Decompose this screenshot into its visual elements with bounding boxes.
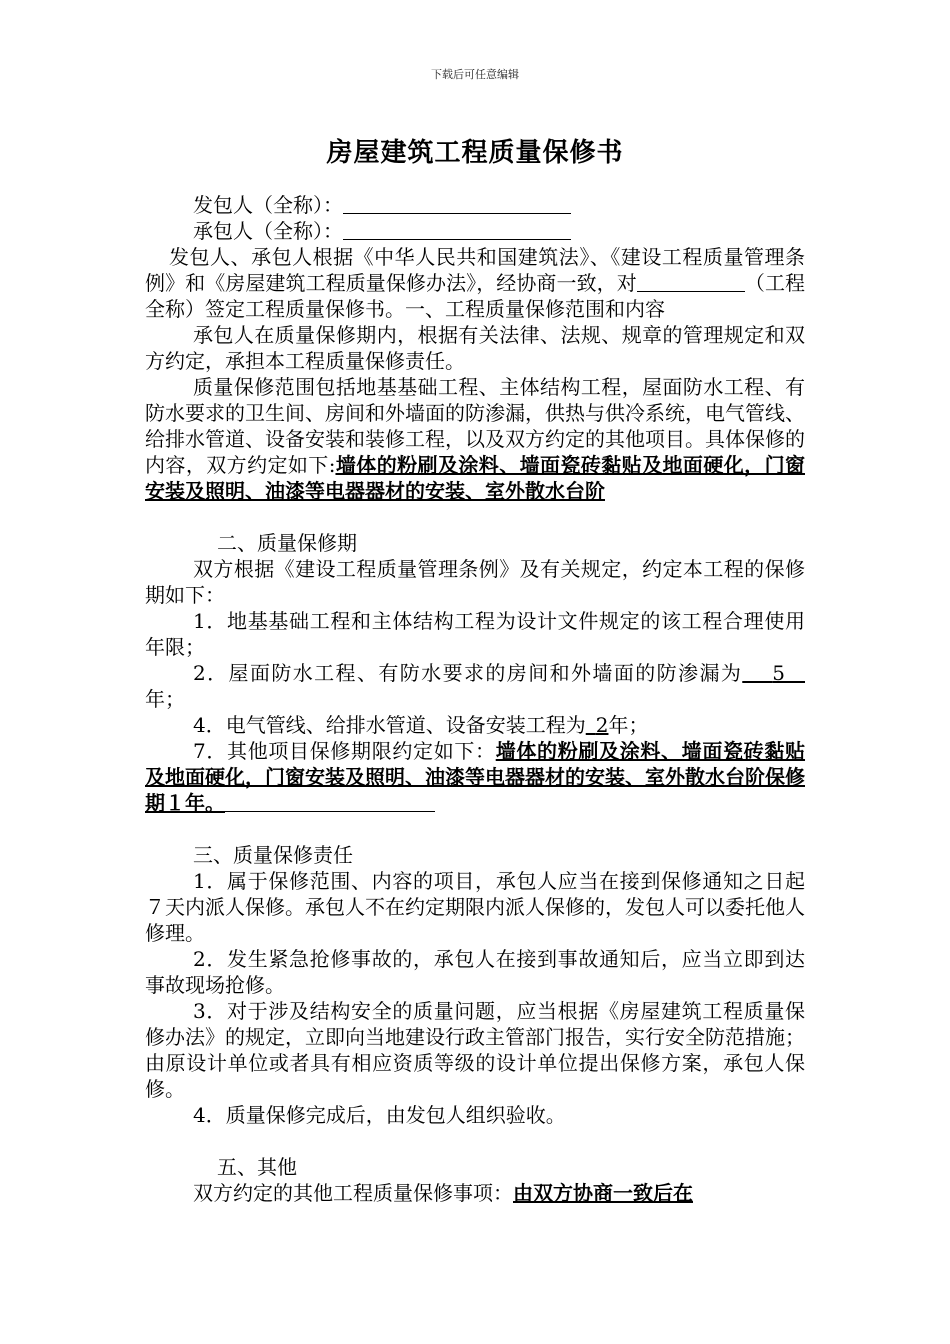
intro-part2: （工程全称）签定工程质量保修书。一、工程质量保修范围和内容 <box>145 271 806 321</box>
section5-heading: 五、其他 <box>217 1155 297 1179</box>
warranty-item-4-text: 4．电气管线、给排水管道、设备安装工程为 <box>193 713 586 737</box>
employer-label: 发包人（全称）： <box>193 193 343 217</box>
warranty-item-4-value <box>586 713 609 737</box>
scope-text: 质量保修范围包括地基基础工程、主体结构工程，屋面防水工程、有防水要求的卫生间、房间和外墙面的防渗漏，供热与供冷系统，电气管线、给排水管道、设备安装和装修工程，以及双方约定的其他项目。具体保修的内容，双方约定如下: <box>145 375 805 477</box>
section1-paragraph2 <box>145 374 805 504</box>
waterproof-years: 5 <box>772 661 785 685</box>
document-body <box>145 192 805 1206</box>
warranty-item-7-blank <box>225 791 435 812</box>
section5-paragraph <box>145 1180 805 1206</box>
warranty-item-2 <box>145 660 805 712</box>
electrical-years: 2 <box>595 713 609 737</box>
warranty-item-2-text: 2．屋面防水工程、有防水要求的房间和外墙面的防渗漏为 <box>193 661 743 685</box>
scope-agreed-items: 墙体的粉刷及涂料、墙面瓷砖黏贴及地面硬化，门窗安装及照明、油漆等电器器材的安装、室外散水台阶 <box>145 453 805 503</box>
section5-text: 双方约定的其他工程质量保修事项： <box>193 1181 513 1205</box>
employer-line <box>145 192 805 218</box>
warranty-item-7-bold: 墙体的粉刷及涂料、墙面瓷砖黏贴及地面硬化，门窗安装及照明、油漆等电器器材的安装、室外散水台阶保修期１年。 <box>145 739 806 815</box>
spacer <box>145 816 805 842</box>
header-note: 下载后可任意编辑 <box>431 68 519 81</box>
intro-part1: 发包人、承包人根据《中华人民共和国建筑法》、《建设工程质量管理条例》和《房屋建筑工程质量保修办法》，经协商一致，对 <box>145 245 805 295</box>
section5-bold: 由双方协商一致后在 <box>513 1181 693 1205</box>
warranty-item-4 <box>145 712 805 738</box>
warranty-item-7 <box>145 738 805 816</box>
warranty-item-2-value <box>742 661 805 685</box>
spacer <box>145 1128 805 1154</box>
employer-blank <box>343 193 571 214</box>
responsibility-item-1: 1．属于保修范围、内容的项目，承包人应当在接到保修通知之日起７天内派人保修。承包人不在约定期限内派人保修的，发包人可以委托他人修理。 <box>145 869 805 945</box>
section2-paragraph1: 双方根据《建设工程质量管理条例》及有关规定，约定本工程的保修期如下： <box>145 557 805 607</box>
contractor-line <box>145 218 805 244</box>
project-name-blank <box>637 271 745 292</box>
document-title: 房屋建筑工程质量保修书 <box>326 138 624 168</box>
responsibility-item-3: 3．对于涉及结构安全的质量问题，应当根据《房屋建筑工程质量保修办法》的规定，立即向当地建设行政主管部门报告，实行安全防范措施；由原设计单位或者具有相应资质等级的设计单位提出保修方案，承包人保修。 <box>145 999 805 1101</box>
section1-paragraph1: 承包人在质量保修期内，根据有关法律、法规、规章的管理规定和双方约定，承担本工程质量保修责任。 <box>145 323 805 373</box>
warranty-item-1: 1．地基基础工程和主体结构工程为设计文件规定的该工程合理使用年限； <box>145 609 805 659</box>
responsibility-item-4: 4．质量保修完成后，由发包人组织验收。 <box>193 1103 566 1127</box>
warranty-item-2-unit: 年； <box>145 687 185 711</box>
spacer <box>145 504 805 530</box>
section2-heading: 二、质量保修期 <box>217 531 357 555</box>
warranty-item-4-unit: 年； <box>608 713 649 737</box>
contractor-blank <box>343 219 571 240</box>
responsibility-item-2: 2．发生紧急抢修事故的，承包人在接到事故通知后，应当立即到达事故现场抢修。 <box>145 947 805 997</box>
intro-paragraph <box>145 244 805 322</box>
warranty-item-7-text: 7．其他项目保修期限约定如下： <box>193 739 496 763</box>
section3-heading: 三、质量保修责任 <box>193 843 353 867</box>
contractor-label: 承包人（全称）： <box>193 219 343 243</box>
